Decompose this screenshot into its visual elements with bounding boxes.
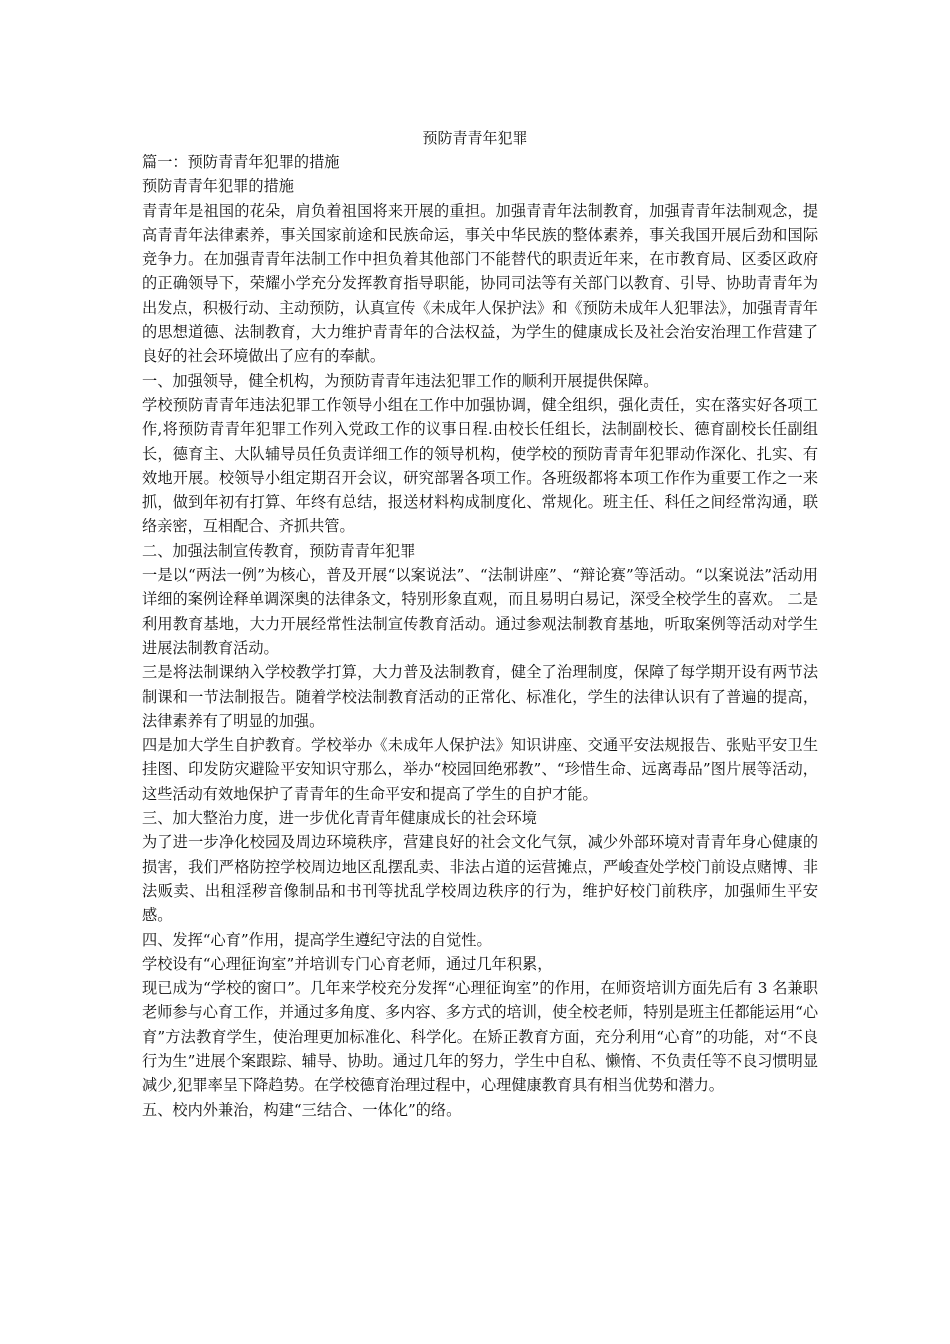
- body-paragraph: 为了进一步净化校园及周边环境秩序，营建良好的社会文化气氛，减少外部环境对青青年身心健康的损害，我们严格防控学校周边地区乱摆乱卖、非法占道的运营摊点，严峻查处学校门前设点赌博、非法贩卖、出租淫秽音像制品和书刊等扰乱学校周边秩序的行为，维护好校门前秩序，加强师生平安感。: [142, 833, 818, 925]
- body-paragraph: 学校预防青青年违法犯罪工作领导小组在工作中加强协调，健全组织，强化责任，实在落实好各项工作,将预防青青年犯罪工作列入党政工作的议事日程.由校长任组长，法制副校长、德育副校长任副组长，德育主、大队辅导员任负责详细工作的领导机构，使学校的预防青青年犯罪动作深化、扎实、有效地开展。校领导小组定期召开会议，研究部署各项工作。各班级都将本项工作作为重要工作之一来抓，做到年初有打算、年终有总结，报送材料构成制度化、常规化。班主任、科任之间经常沟通，联络亲密，互相配合、齐抓共管。: [142, 395, 818, 536]
- body-paragraph: 三是将法制课纳入学校教学打算，大力普及法制教育，健全了治理制度，保障了每学期开设有两节法制课和一节法制报告。随着学校法制教育活动的正常化、标准化，学生的法律认识有了普遍的提高，法律素养有了明显的加强。: [142, 663, 818, 730]
- section-heading: 四、发挥“心育”作用，提高学生遵纪守法的自觉性。: [142, 930, 492, 949]
- body-paragraph: 学校设有“心理征询室”并培训专门心育老师，通过几年积累，: [142, 954, 553, 973]
- section-heading: 三、加大整治力度，进一步优化青青年健康成长的社会环境: [142, 809, 537, 828]
- document-title: 预防青青年犯罪: [422, 129, 528, 147]
- section-heading: 一、加强领导，健全机构，为预防青青年违法犯罪工作的顺利开展提供保障。: [142, 371, 659, 390]
- body-paragraph: 现已成为“学校的窗口”。几年来学校充分发挥“心理征询室”的作用，在师资培训方面先后有 3 名兼职老师参与心育工作，并通过多角度、多内容、多方式的培训，使全校老师，特别是班主任都能运用“心育”方法教育学生，使治理更加标准化、科学化。在矫正教育方面，充分利用“心育”的功能，对“不良行为生”进展个案跟踪、辅导、协助。通过几年的努力，学生中自私、懒惰、不负责任等不良习惯明显减少,犯罪率呈下降趋势。在学校德育治理过程中，心理健康教育具有相当优势和潜力。: [142, 979, 819, 1095]
- subheading: 预防青青年犯罪的措施: [142, 177, 294, 196]
- body-paragraph: 青青年是祖国的花朵，肩负着祖国将来开展的重担。加强青青年法制教育，加强青青年法制观念，提高青青年法律素养，事关国家前途和民族命运，事关中华民族的整体素养，事关我国开展后劲和国际竞争力。在加强青青年法制工作中担负着其他部门不能替代的职责近年来，在市教育局、区委区政府的正确领导下，荣耀小学充分发挥教育指导职能，协同司法等有关部门以教育、引导、协助青青年为出发点，积极行动、主动预防，认真宣传《未成年人保护法》和《预防未成年人犯罪法》，加强青青年的思想道德、法制教育，大力维护青青年的合法权益，为学生的健康成长及社会治安治理工作营建了良好的社会环境做出了应有的奉献。: [142, 201, 818, 366]
- body-paragraph: 一是以“两法一例”为核心，普及开展“以案说法”、“法制讲座”、“辩论赛”等活动。“以案说法”活动用详细的案例诠释单调深奥的法律条文，特别形象直观，而且易明白易记，深受全校学生的喜欢。 二是利用教育基地，大力开展经常性法制宣传教育活动。通过参观法制教育基地，听取案例等活动对学生进展法制教育活动。: [142, 566, 818, 657]
- section-heading: 五、校内外兼治，构建“三结合、一体化”的络。: [142, 1100, 462, 1119]
- section-heading: 篇一：预防青青年犯罪的措施: [142, 153, 340, 171]
- document-body: [142, 150, 818, 1122]
- body-paragraph: 四是加大学生自护教育。学校举办《未成年人保护法》知识讲座、交通平安法规报告、张贴平安卫生挂图、印发防灾避险平安知识守那么，举办“校园回绝邪教”、“珍惜生命、远离毒品”图片展等活动，这些活动有效地保护了青青年的生命平安和提高了学生的自护才能。: [142, 736, 818, 803]
- section-heading: 二、加强法制宣传教育，预防青青年犯罪: [142, 541, 416, 560]
